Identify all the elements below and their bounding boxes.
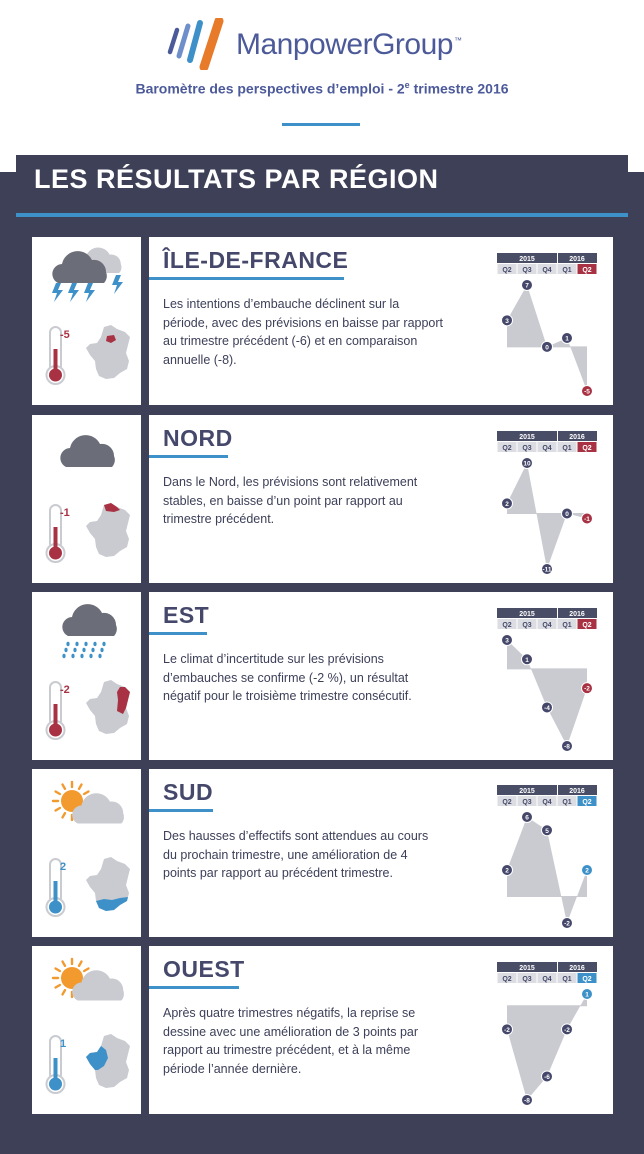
- quarter-label: Q3: [522, 976, 532, 983]
- region-value: -1: [60, 507, 70, 519]
- description-line: au trimestre précédent (-6) et en comparaison: [163, 334, 418, 348]
- region-name: OUEST: [163, 956, 245, 982]
- region-icon-card: [32, 946, 141, 1114]
- subtitle-sup: e: [404, 80, 410, 90]
- quarter-label: Q3: [522, 799, 532, 806]
- year-label: 2015: [519, 788, 535, 795]
- panel-title: LES RÉSULTATS PAR RÉGION: [34, 164, 439, 194]
- data-label: 2: [585, 867, 589, 875]
- description-line: Les intentions d’embauche déclinent sur la: [163, 297, 400, 311]
- data-label: -11: [542, 566, 552, 574]
- france-map-icon: [84, 1032, 136, 1094]
- data-label: 0: [565, 510, 569, 518]
- year-label: 2015: [519, 256, 535, 263]
- region-name-rule: [149, 986, 239, 989]
- data-label: -4: [544, 704, 550, 712]
- year-label: 2016: [569, 434, 585, 441]
- region-description: [163, 827, 483, 883]
- bar-area-chart: [495, 783, 599, 931]
- data-label: -6: [544, 1073, 550, 1081]
- quarter-label: Q2: [582, 267, 592, 274]
- region-description: [163, 295, 483, 369]
- data-label: -8: [524, 1097, 530, 1105]
- subtitle: [0, 80, 644, 97]
- description-line: Le climat d’incertitude sur les prévisions: [163, 652, 384, 666]
- cloud-icon: [42, 425, 132, 485]
- description-line: annuelle (-8).: [163, 352, 237, 367]
- description-line: Après quatre trimestres négatifs, la reprise se: [163, 1006, 416, 1020]
- quarter-label: Q2: [502, 445, 512, 452]
- region-name-rule: [149, 809, 213, 812]
- region-chart: [495, 606, 599, 754]
- description-line: du prochain trimestre, une amélioration de 4: [163, 847, 408, 862]
- description-line: période l’année dernière.: [163, 1061, 302, 1076]
- chart-area: [507, 460, 587, 569]
- data-label: 2: [505, 867, 509, 875]
- year-label: 2016: [569, 611, 585, 618]
- region-value: -2: [60, 684, 70, 696]
- subtitle-post: trimestre 2016: [409, 80, 509, 97]
- year-label: 2016: [569, 788, 585, 795]
- data-label: 1: [525, 656, 529, 664]
- region-description: [163, 650, 483, 706]
- data-label: 0: [545, 344, 549, 352]
- quarter-label: Q1: [562, 267, 572, 274]
- description-line: trimestre précédent.: [163, 512, 275, 526]
- quarter-label: Q2: [502, 799, 512, 806]
- quarter-label: Q1: [562, 445, 572, 452]
- chart-area: [507, 991, 589, 1100]
- data-label: 10: [523, 460, 531, 468]
- region-card: [149, 946, 613, 1114]
- region-value: -5: [60, 329, 70, 341]
- quarter-label: Q4: [542, 267, 552, 274]
- data-label: -2: [564, 1026, 570, 1034]
- data-label: 1: [565, 335, 569, 343]
- bar-area-chart: [495, 429, 599, 577]
- region-value: 2: [60, 861, 67, 873]
- region-value: 1: [60, 1038, 67, 1050]
- description-line: période, avec des prévisions en baisse par rapport: [163, 315, 444, 330]
- region-name: NORD: [163, 425, 233, 451]
- quarter-label: Q3: [522, 267, 532, 274]
- data-label: 3: [505, 637, 509, 645]
- region-icon-card: [32, 592, 141, 760]
- france-map-icon: [84, 501, 136, 563]
- quarter-label: Q1: [562, 622, 572, 629]
- region-icon-card: [32, 237, 141, 405]
- quarter-label: Q2: [502, 267, 512, 274]
- storm-cloud-icon: [42, 247, 132, 307]
- year-label: 2015: [519, 611, 535, 618]
- quarter-label: Q4: [542, 622, 552, 629]
- region-description: [163, 473, 483, 529]
- data-label: -1: [584, 516, 590, 524]
- year-label: 2016: [569, 256, 585, 263]
- data-label: 5: [545, 827, 549, 835]
- subtitle-pre: Baromètre des perspectives d’emploi - 2: [135, 80, 405, 97]
- data-label: 2: [505, 500, 509, 508]
- quarter-label: Q2: [582, 976, 592, 983]
- data-label: -2: [584, 685, 590, 693]
- bar-area-chart: [495, 960, 599, 1108]
- region-card: [149, 769, 613, 937]
- data-label: -5: [584, 388, 590, 396]
- logo-mark-icon: [160, 18, 230, 70]
- description-line: rapport au trimestre précédent, et à la même: [163, 1043, 411, 1057]
- quarter-label: Q4: [542, 799, 552, 806]
- data-label: -2: [504, 1026, 510, 1034]
- quarter-label: Q1: [562, 976, 572, 983]
- header: [0, 0, 644, 172]
- chart-area: [507, 282, 587, 391]
- description-line: dessine avec une amélioration de 3 points par: [163, 1024, 419, 1039]
- chart-area: [505, 637, 587, 746]
- description-line: Dans le Nord, les prévisions sont relativement: [163, 475, 418, 489]
- quarter-label: Q4: [542, 445, 552, 452]
- manpowergroup-logo[interactable]: [160, 18, 500, 70]
- description-line: négatif pour le troisième trimestre consécutif.: [163, 689, 412, 703]
- description-line: Des hausses d’effectifs sont attendues au cours: [163, 829, 429, 843]
- data-label: -2: [564, 920, 570, 928]
- description-line: stables, en baisse d’un point par rapport au: [163, 493, 403, 508]
- region-name: SUD: [163, 779, 214, 805]
- france-map-icon: [84, 323, 136, 385]
- sun-cloud-icon: [42, 779, 132, 839]
- year-label: 2015: [519, 434, 535, 441]
- region-name-rule: [149, 632, 207, 635]
- data-label: 3: [505, 317, 509, 325]
- data-label: 7: [525, 282, 529, 290]
- bar-area-chart: [495, 606, 599, 754]
- data-label: 6: [525, 814, 529, 822]
- france-map-icon: [84, 678, 136, 740]
- quarter-label: Q2: [502, 622, 512, 629]
- region-name-rule: [149, 277, 344, 280]
- logo-tm: ™: [453, 36, 462, 45]
- panel-title-rule: [16, 213, 628, 217]
- region-chart: [495, 429, 599, 577]
- region-description: [163, 1004, 483, 1078]
- quarter-label: Q2: [582, 622, 592, 629]
- region-icon-card: [32, 769, 141, 937]
- year-label: 2015: [519, 965, 535, 972]
- region-chart: [495, 251, 599, 399]
- region-name-rule: [149, 455, 228, 458]
- bar-area-chart: [495, 251, 599, 399]
- quarter-label: Q4: [542, 976, 552, 983]
- region-name: EST: [163, 602, 210, 628]
- france-map-icon: [84, 855, 136, 917]
- quarter-label: Q3: [522, 445, 532, 452]
- region-name: ÎLE-DE-FRANCE: [163, 247, 349, 273]
- region-card: [149, 592, 613, 760]
- region-card: [149, 237, 613, 405]
- region-chart: [495, 783, 599, 931]
- logo-text: ManpowerGroup: [236, 28, 453, 61]
- description-line: d’embauches se confirme (-2 %), un résultat: [163, 670, 409, 685]
- rain-cloud-icon: [42, 602, 132, 662]
- quarter-label: Q3: [522, 622, 532, 629]
- quarter-label: Q2: [502, 976, 512, 983]
- quarter-label: Q2: [582, 445, 592, 452]
- data-label: -8: [564, 743, 570, 751]
- quarter-label: Q1: [562, 799, 572, 806]
- data-label: 1: [585, 991, 589, 999]
- sun-cloud-icon: [42, 956, 132, 1016]
- description-line: points par rapport au précédent trimestre.: [163, 866, 393, 880]
- region-chart: [495, 960, 599, 1108]
- quarter-label: Q2: [582, 799, 592, 806]
- region-card: [149, 415, 613, 583]
- year-label: 2016: [569, 965, 585, 972]
- header-divider: [282, 123, 360, 126]
- region-icon-card: [32, 415, 141, 583]
